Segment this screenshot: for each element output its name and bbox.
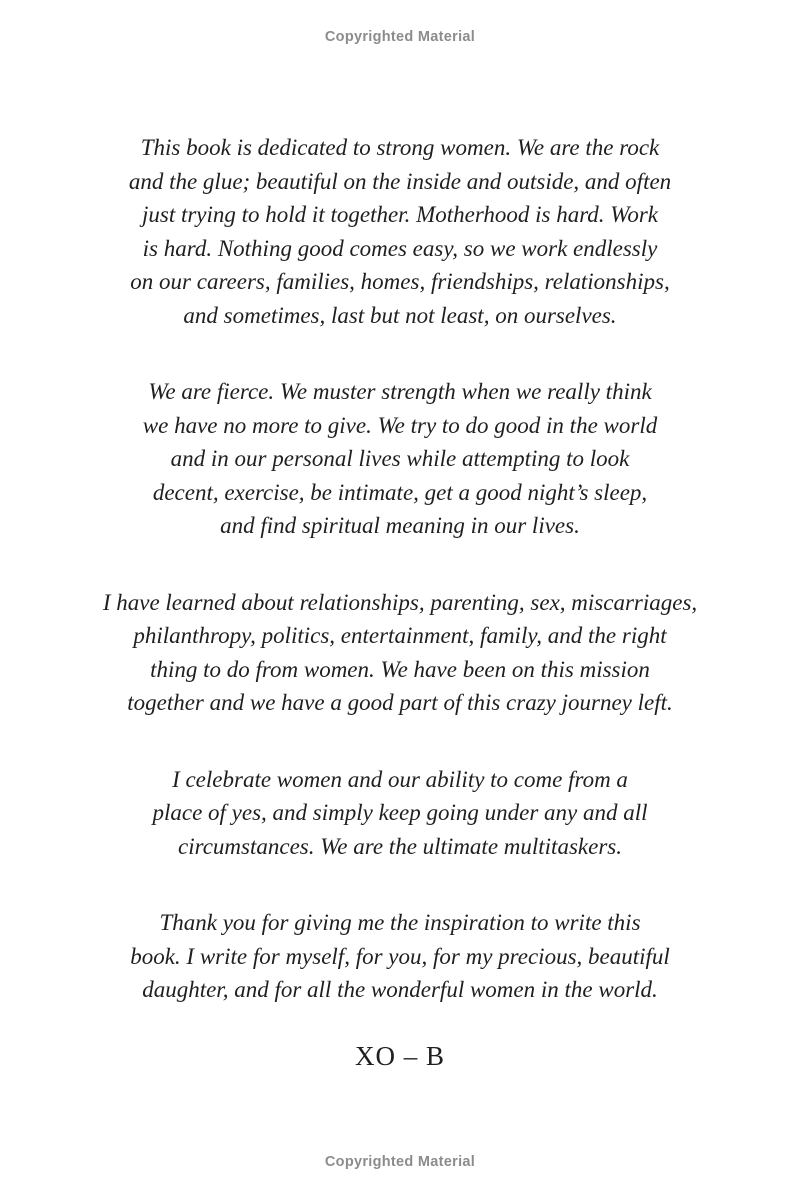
signature-initial: XO – B <box>354 1041 445 1071</box>
dedication-line: on our careers, families, homes, friendships, relationships, <box>130 269 670 294</box>
dedication-line: daughter, and for all the wonderful women in the world. <box>142 977 658 1002</box>
copyright-notice-top: Copyrighted Material <box>324 29 476 45</box>
dedication-line: philanthropy, politics, entertainment, family, and the right <box>133 623 667 648</box>
dedication-paragraph <box>0 586 800 720</box>
dedication-line: book. I write for myself, for you, for my precious, beautiful <box>130 943 670 969</box>
dedication-line: and the glue; beautiful on the inside and outside, and often <box>128 168 672 194</box>
dedication-text <box>0 131 800 1050</box>
dedication-paragraph <box>0 375 800 543</box>
dedication-line: This book is dedicated to strong women. We are the rock <box>140 135 660 160</box>
dedication-line: decent, exercise, be intimate, get a good night’s sleep, <box>152 479 648 505</box>
dedication-line: We are fierce. We muster strength when we really think <box>148 379 652 404</box>
copyright-notice-bottom: Copyrighted Material <box>324 1154 476 1170</box>
dedication-line: just trying to hold it together. Motherhood is hard. Work <box>141 202 659 227</box>
dedication-line: and find spiritual meaning in our lives. <box>220 513 580 538</box>
dedication-line: thing to do from women. We have been on this mission <box>150 656 650 682</box>
dedication-line: Thank you for giving me the inspiration to write this <box>159 910 641 935</box>
dedication-paragraph <box>0 906 800 1007</box>
dedication-line: circumstances. We are the ultimate multitaskers. <box>178 833 622 859</box>
dedication-line: I have learned about relationships, parenting, sex, miscarriages, <box>102 589 698 615</box>
dedication-line: we have no more to give. We try to do good in the world <box>142 412 658 438</box>
dedication-line: place of yes, and simply keep going under any and all <box>152 800 648 825</box>
dedication-line: I celebrate women and our ability to come from a <box>172 766 628 792</box>
dedication-paragraph <box>0 763 800 864</box>
dedication-paragraph <box>0 131 800 332</box>
dedication-line: together and we have a good part of this crazy journey left. <box>127 690 673 715</box>
dedication-line: and sometimes, last but not least, on ourselves. <box>183 302 617 328</box>
dedication-line: and in our personal lives while attempting to look <box>170 446 630 471</box>
dedication-line: is hard. Nothing good comes easy, so we work endlessly <box>142 235 658 261</box>
